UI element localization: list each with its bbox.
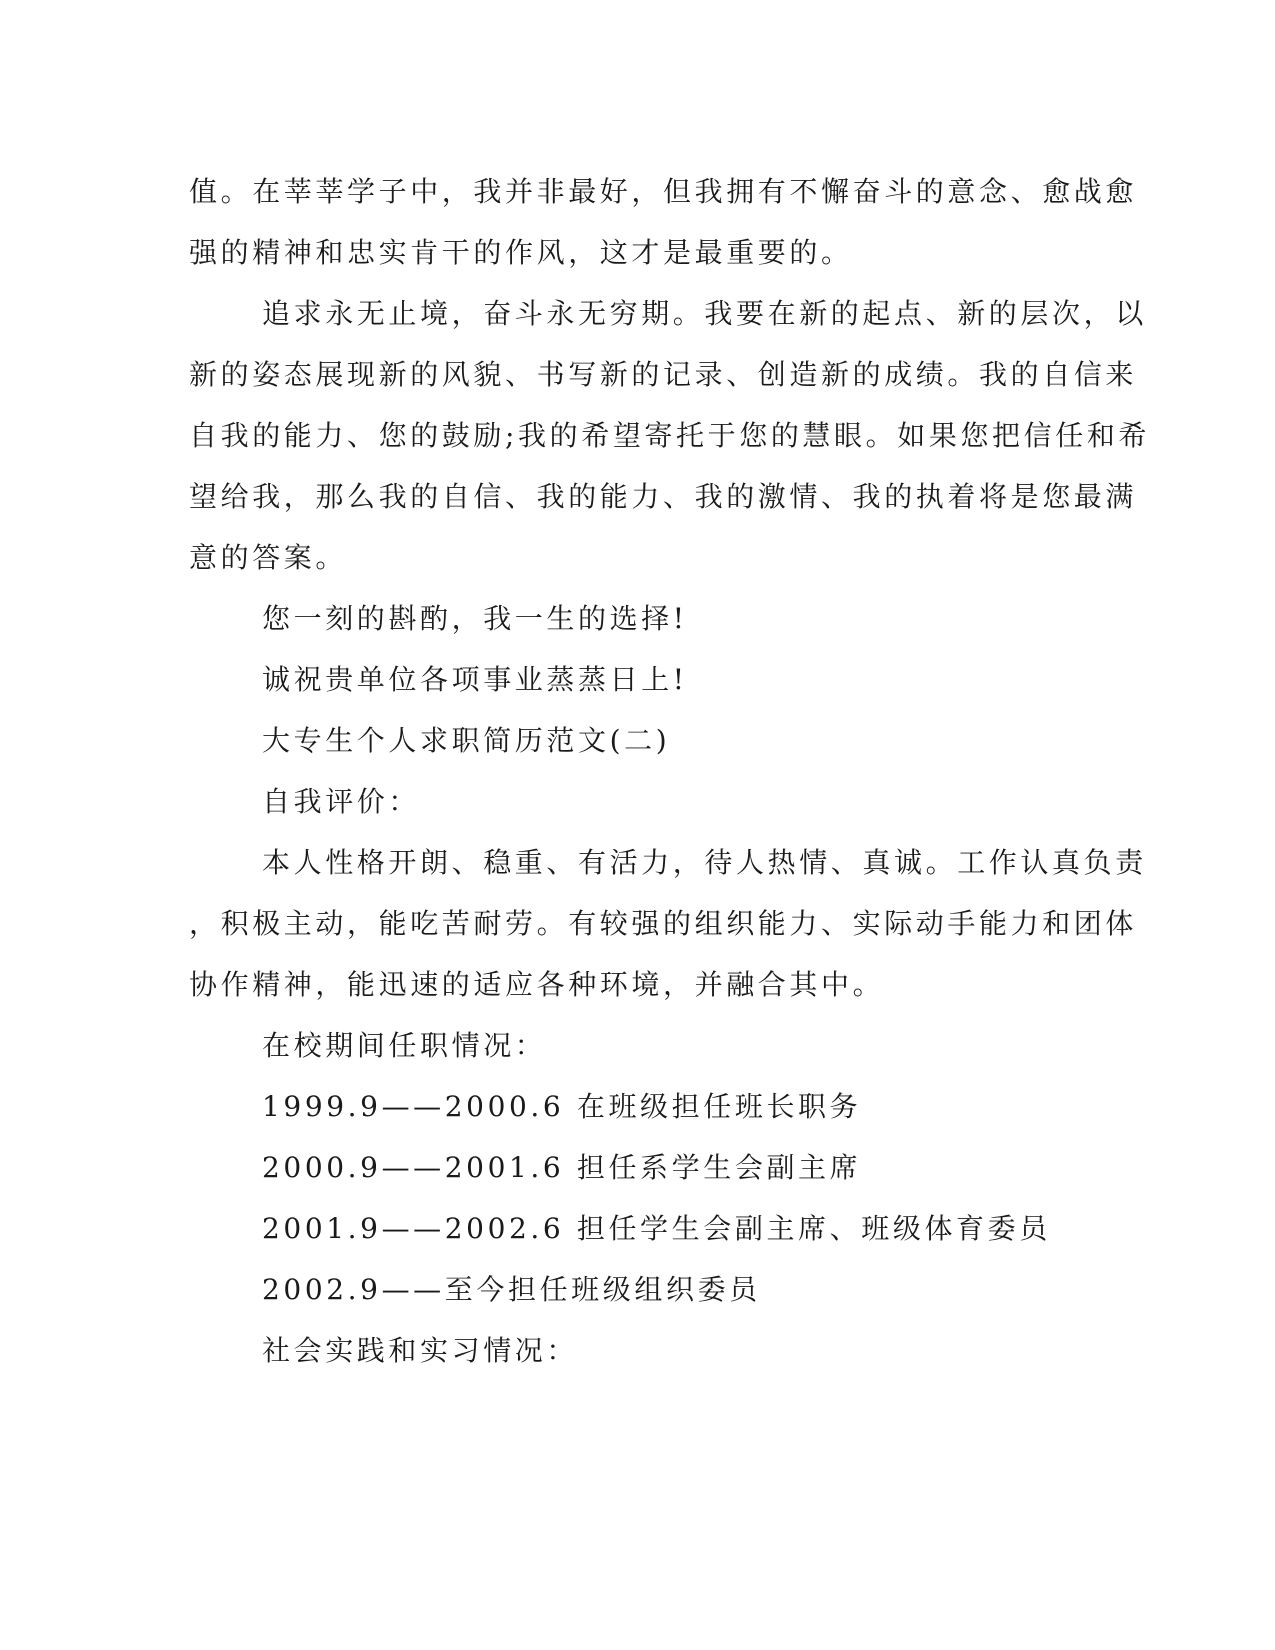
subsection-heading: 在校期间任职情况： xyxy=(262,1029,547,1062)
section-heading: 大专生个人求职简历范文(二) xyxy=(262,724,671,757)
paragraph-line: 强的精神和忠实肯干的作风，这才是最重要的。 xyxy=(189,236,853,269)
paragraph-line: 意的答案。 xyxy=(189,541,348,574)
paragraph-line: 本人性格开朗、稳重、有活力，待人热情、真诚。工作认真负责 xyxy=(262,846,1147,879)
list-item: 2001.9——2002.6 担任学生会副主席、班级体育委员 xyxy=(262,1212,1051,1245)
paragraph-line: 自我的能力、您的鼓励;我的希望寄托于您的慧眼。如果您把信任和希 xyxy=(189,419,1151,452)
paragraph-line: 诚祝贵单位各项事业蒸蒸日上! xyxy=(262,663,688,696)
subsection-heading: 社会实践和实习情况： xyxy=(262,1334,579,1367)
paragraph-line: 望给我，那么我的自信、我的能力、我的激情、我的执着将是您最满 xyxy=(189,480,1138,513)
subsection-heading: 自我评价： xyxy=(262,785,421,818)
paragraph-line: 值。在莘莘学子中，我并非最好，但我拥有不懈奋斗的意念、愈战愈 xyxy=(189,175,1138,208)
document-body xyxy=(189,161,1151,1381)
paragraph-line: 协作精神，能迅速的适应各种环境，并融合其中。 xyxy=(189,968,885,1001)
paragraph-line: 您一刻的斟酌，我一生的选择! xyxy=(262,602,688,635)
paragraph-line: 新的姿态展现新的风貌、书写新的记录、创造新的成绩。我的自信来 xyxy=(189,358,1138,391)
paragraph-line: 追求永无止境，奋斗永无穷期。我要在新的起点、新的层次，以 xyxy=(262,297,1147,330)
paragraph-line: ，积极主动，能吃苦耐劳。有较强的组织能力、实际动手能力和团体 xyxy=(189,907,1138,940)
list-item: 1999.9——2000.6 在班级担任班长职务 xyxy=(262,1090,862,1123)
list-item: 2002.9——至今担任班级组织委员 xyxy=(262,1273,761,1306)
list-item: 2000.9——2001.6 担任系学生会副主席 xyxy=(262,1151,862,1184)
